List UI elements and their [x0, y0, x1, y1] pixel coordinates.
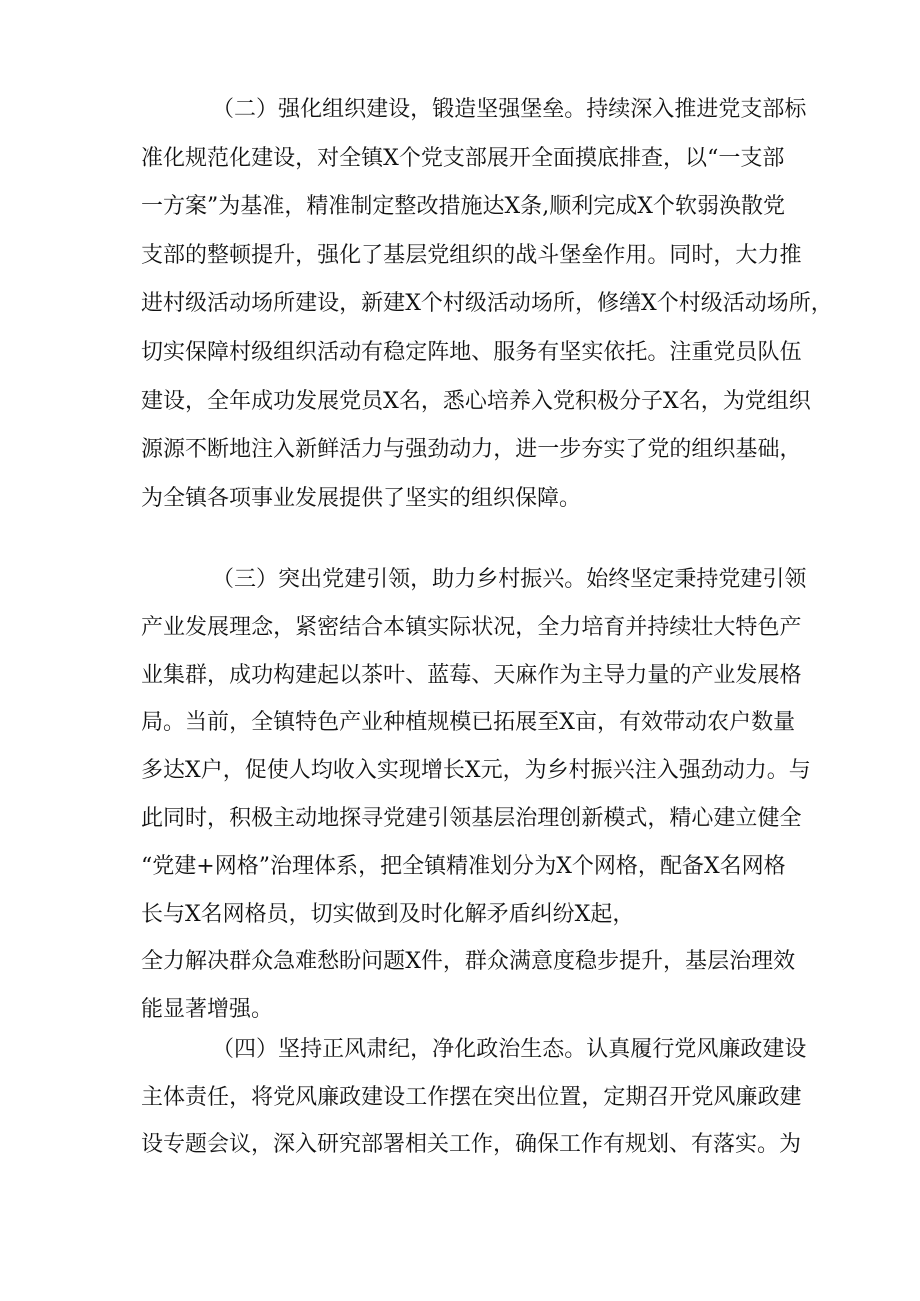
- line-text: 业 集 群 ， 成 功 构 建 起 以 茶 叶 、 蓝 莓 、 天 麻 作 为 主 导 力 量 的 产 业 发 展 格: [141, 663, 802, 688]
- paragraph-line: [0, 845, 920, 889]
- line-text: 一 方 案 ” 为 基 准 ， 精 准 制 定 整 改 措 施 达 X 条 , 顺 利 完 成 X 个 软 弱 涣 散 党: [141, 194, 786, 219]
- line-text: 设专题会议，深入研究部署相关工作，确保工作有规划、有落实。为: [141, 1132, 802, 1157]
- paragraph-line: [0, 606, 920, 650]
- line-text: 源 源 不 断 地 注 入 新 鲜 活 力 与 强 劲 动 力 ， 进 一 步 夯 实 了 党 的 组 织 基 础 ，: [141, 437, 802, 462]
- paragraph-line: [0, 558, 920, 602]
- line-text: 能显著增强。: [141, 997, 274, 1022]
- line-text: 局 。 当 前 ， 全 镇 特 色 产 业 种 植 规 模 已 拓 展 至 X 亩 ， 有 效 带 动 农 户 数 量: [141, 710, 796, 735]
- paragraph-line: [0, 749, 920, 793]
- line-text: 支 部 的 整 顿 提 升 ， 强 化 了 基 层 党 组 织 的 战 斗 堡 垒 作 用 。 同 时 ， 大 力 推: [141, 243, 802, 268]
- paragraph-line: [0, 797, 920, 841]
- paragraph-line: [0, 185, 920, 229]
- line-text: 主 体 责 任 ， 将 党 风 廉 政 建 设 工 作 摆 在 突 出 位 置 ， 定 期 召 开 党 风 廉 政 建: [141, 1085, 802, 1110]
- paragraph-line: [0, 988, 920, 1032]
- line-text: 长与X名网格员，切实做到及时化解矛盾纠纷X起，: [141, 902, 635, 927]
- line-text: （ 四 ） 坚 持 正 风 肃 纪 ， 净 化 政 治 生 态 。 认 真 履 行 党 风 廉 政 建 设: [212, 1037, 807, 1062]
- paragraph-line: [0, 701, 920, 745]
- paragraph-line: [0, 940, 920, 984]
- line-text: “ 党 建 + 网 格 ” 治 理 体 系 ， 把 全 镇 精 准 划 分 为 X 个 网 格 ， 配 备 X 名 网 格: [141, 854, 786, 879]
- line-text: （ 三 ） 突 出 党 建 引 领 ， 助 力 乡 村 振 兴 。 始 终 坚 定 秉 持 党 建 引 领: [212, 567, 807, 592]
- line-text: 准 化 规 范 化 建 设 ， 对 全 镇 X 个 党 支 部 展 开 全 面 摸 底 排 查 ， 以 “ 一 支 部: [141, 146, 785, 171]
- paragraph-line: [0, 654, 920, 698]
- paragraph-line: [0, 234, 920, 278]
- line-text: 为全镇各项事业发展提供了坚实的组织保障。: [141, 486, 582, 511]
- line-text: 切 实 保 障 村 级 组 织 活 动 有 稳 定 阵 地 、 服 务 有 坚 实 依 托 。 注 重 党 员 队 伍: [141, 340, 802, 365]
- line-text: 全 力 解 决 群 众 急 难 愁 盼 问 题 X 件 ， 群 众 满 意 度 稳 步 提 升 ， 基 层 治 理 效: [141, 949, 796, 974]
- paragraph-line: [0, 88, 920, 132]
- paragraph-line: [0, 1123, 920, 1167]
- paragraph-line: [0, 428, 920, 472]
- line-text: 进 村 级 活 动 场 所 建 设 ， 新 建 X 个 村 级 活 动 场 所 ， 修 缮 X 个 村 级 活 动 场 所 ，: [141, 291, 833, 316]
- paragraph-line: [0, 137, 920, 181]
- line-text: 建 设 ， 全 年 成 功 发 展 党 员 X 名 ， 悉 心 培 养 入 党 积 极 分 子 X 名 ， 为 党 组 织: [141, 389, 811, 414]
- line-text: 多 达 X 户 ， 促 使 人 均 收 入 实 现 增 长 X 元 ， 为 乡 村 振 兴 注 入 强 劲 动 力 。 与: [141, 758, 811, 783]
- paragraph-line: [0, 282, 920, 326]
- paragraph-line: [0, 893, 920, 937]
- line-text: （ 二 ） 强 化 组 织 建 设 ， 锻 造 坚 强 堡 垒 。 持 续 深 入 推 进 党 支 部 标: [212, 97, 807, 122]
- paragraph-line: [0, 331, 920, 375]
- paragraph-line: [0, 380, 920, 424]
- paragraph-line: [0, 1028, 920, 1072]
- line-text: 产 业 发 展 理 念 ， 紧 密 结 合 本 镇 实 际 状 况 ， 全 力 培 育 并 持 续 壮 大 特 色 产: [141, 615, 802, 640]
- paragraph-line: [0, 1076, 920, 1120]
- paragraph-line: [0, 477, 920, 521]
- line-text: 此 同 时 ， 积 极 主 动 地 探 寻 党 建 引 领 基 层 治 理 创 新 模 式 ， 精 心 建 立 健 全: [141, 806, 802, 831]
